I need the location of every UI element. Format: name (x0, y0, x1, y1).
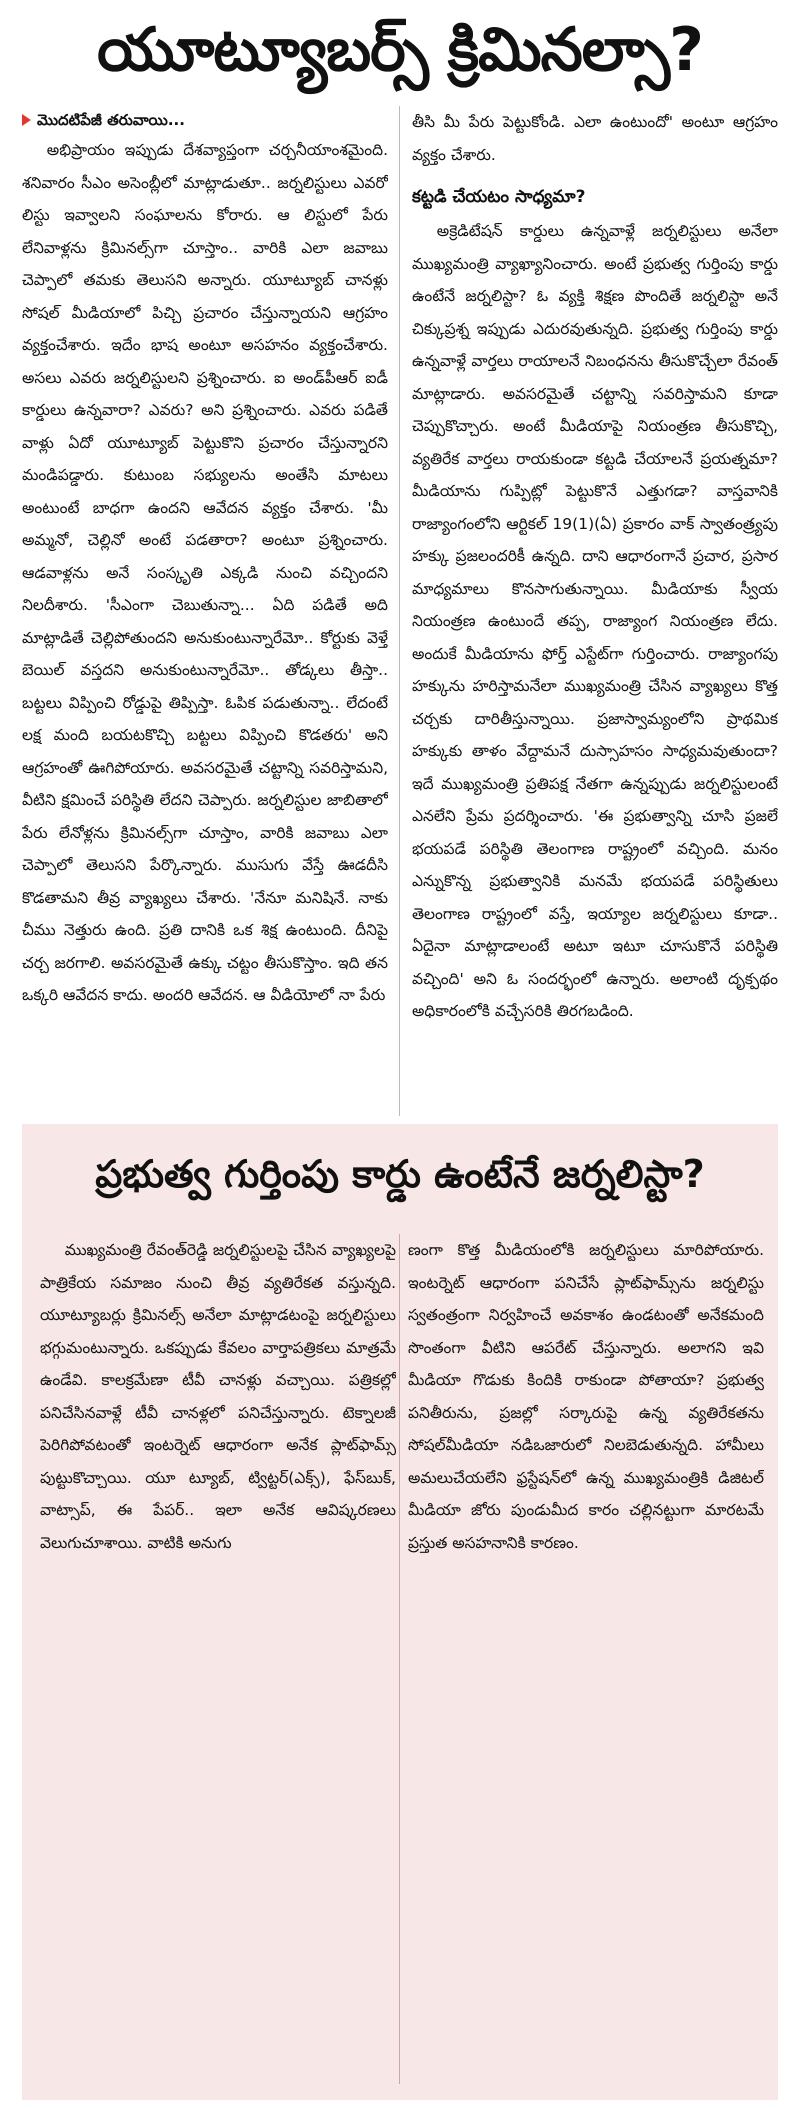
continuation-note (22, 106, 388, 134)
right-column-text: అక్రెడిటేషన్ కార్డులు ఉన్నవాళ్లే జర్నలిస్టులు అనేలా ముఖ్యమంత్రి వ్యాఖ్యానించారు. అంటే ప్రభుత్వ గుర్తింపు కార్డు ఉంటేనే జర్నలిస్టా? ఓ వ్యక్తి శిక్షణ పొందితే జర్నలిస్టా అనే చిక్కుప్రశ్న ఇప్పుడు ఎదురవుతున్నది. ప్రభుత్వ గుర్తింపు కార్డు ఉన్నవాళ్లే వార్తలు రాయాలనే నిబంధనను తీసుకొచ్చేలా రేవంత్ మాట్లాడారు. అవసరమైతే చట్టాన్ని సవరిస్తామని కూడా చెప్పుకొచ్చారు. అంటే మీడియాపై నియంత్రణ తీసుకొచ్చి, వ్యతిరేక వార్తలు రాయకుండా కట్టడి చేయాలనే ప్రయత్నమా? మీడియాను గుప్పిట్లో పెట్టుకొనే ఎత్తుగడా? వాస్తవానికి రాజ్యాంగంలోని ఆర్టికల్ 19(1)(ఏ) ప్రకారం వాక్ స్వాతంత్ర్యపు హక్కు ప్రజలందరికీ ఉన్నది. దాని ఆధారంగానే ప్రచార, ప్రసార మాధ్యమాలు కొనసాగుతున్నాయి. మీడియాకు స్వీయ నియంత్రణ ఉంటుందే తప్ప, రాజ్యాంగ నియంత్రణ లేదు. అందుకే మీడియాను ఫోర్త్ ఎస్టేట్‌గా గుర్తించారు. రాజ్యాంగపు హక్కును హరిస్తామనేలా ముఖ్యమంత్రి చేసిన వ్యాఖ్యలు కొత్త చర్చకు దారితీస్తున్నాయి. ప్రజాస్వామ్యంలోని ప్రాథమిక హక్కుకు తాళం వేద్దామనే దుస్సాహసం సాధ్యమవుతుందా? ఇదే ముఖ్యమంత్రి ప్రతిపక్ష నేతగా ఉన్నప్పుడు జర్నలిస్టులంటే ఎనలేని ప్రేమ ప్రదర్శించారు. 'ఈ ప్రభుత్వాన్ని చూసి ప్రజలే భయపడే పరిస్థితి తెలంగాణ రాష్ట్రంలో వచ్చింది. మనం ఎన్నుకొన్న ప్రభుత్వానికి మనమే భయపడే పరిస్థితులు తెలంగాణ రాష్ట్రంలో వస్తే, ఇయ్యాల జర్నలిస్టులు కూడా.. ఏదైనా మాట్లాడాలంటే అటూ ఇటూ చూసుకొనే పరిస్థితి వచ్చింది' అని ఓ సందర్భంలో ఉన్నారు. అలాంటి దృక్పథం అధికారంలోకి వచ్చేసరికి తిరగబడింది. (412, 222, 778, 1020)
box-title: ప్రభుత్వ గుర్తింపు కార్డు ఉంటేనే జర్నలిస్టా? (95, 1152, 705, 1196)
subheading: కట్టడి చేయటం సాధ్యమా? (412, 187, 586, 207)
box-left-text: ముఖ్యమంత్రి రేవంత్‌రెడ్డి జర్నలిస్టులపై చేసిన వ్యాఖ్యలపై పాత్రికేయ సమాజం నుంచి తీవ్ర వ్యతిరేకత వస్తున్నది. యూట్యూబర్లు క్రిమినల్స్ అనేలా మాట్లాడటంపై జర్నలిస్టులు భగ్గుమంటున్నారు. ఒకప్పుడు కేవలం వార్తాపత్రికలు మాత్రమే ఉండేవి. కాలక్రమేణా టీవీ చానళ్లు వచ్చాయి. పత్రికల్లో పనిచేసినవాళ్లే టీవీ చానళ్లలో పనిచేస్తున్నారు. టెక్నాలజీ పెరిగిపోవటంతో ఇంటర్నెట్ ఆధారంగా అనేక ప్లాట్‌ఫామ్స్ పుట్టుకొచ్చాయి. యూ ట్యూబ్, ట్విట్టర్(ఎక్స్), ఫేస్‌బుక్, వాట్సాప్, ఈ పేపర్.. ఇలా అనేక ఆవిష్కరణలు వెలుగుచూశాయి. వాటికి అనుగు (40, 1241, 396, 1552)
left-column (22, 106, 388, 1116)
right-column (412, 106, 778, 1116)
box-left-column (40, 1234, 396, 2090)
arrow-right-icon (22, 114, 31, 126)
headline: యూట్యూబర్స్ క్రిమినల్సా? (97, 15, 703, 85)
continuation-label: మొదటిపేజీ తరువాయి... (37, 111, 185, 129)
article-columns (22, 106, 778, 1116)
right-column-top-text: తీసి మీ పేరు పెట్టుకోండి. ఎలా ఉంటుందో' అంటూ ఆగ్రహం వ్యక్తం చేశారు. (412, 113, 778, 164)
box-column-divider (399, 1234, 400, 2084)
box-right-text: ణంగా కొత్త మీడియంలోకి జర్నలిస్టులు మారిపోయారు. ఇంటర్నెట్ ఆధారంగా పనిచేసే ప్లాట్‌ఫామ్స్‌ను జర్నలిస్టు స్వతంత్రంగా నిర్వహించే అవకాశం ఉండటంతో అనేకమంది సొంతంగా వీటిని ఆపరేట్ చేస్తున్నారు. అలాగని ఇవి మీడియా గొడుకు కిందికి రాకుండా పోతాయా? ప్రభుత్వ పనితీరును, ప్రజల్లో సర్కారుపై ఉన్న వ్యతిరేకతను సోషల్‌మీడియా నడిఒజారులో నిలబెడుతున్నది. హామీలు అమలుచేయలేని ఫ్రస్టేషన్‌లో ఉన్న ముఖ్యమంత్రికి డిజిటల్ మీడియా జోరు పుండుమీద కారం చల్లినట్టుగా మారటమే ప్రస్తుత అసహనానికి కారణం. (408, 1241, 764, 1552)
column-divider (399, 106, 400, 1116)
left-column-text: అభిప్రాయం ఇప్పుడు దేశవ్యాప్తంగా చర్చనీయాంశమైంది. శనివారం సీఎం అసెంబ్లీలో మాట్లాడుతూ.. జర్నలిస్టులు ఎవరో లిస్టు ఇవ్వాలని సంఘాలను కోరారు. ఆ లిస్టులో పేరు లేనివాళ్లను క్రిమినల్స్‌గా చూస్తాం.. వారికి ఎలా జవాబు చెప్పాలో తమకు తెలుసని అన్నారు. యూట్యూబ్ చానళ్లు సోషల్ మీడియాలో పిచ్చి ప్రచారం చేస్తున్నాయని ఆగ్రహం వ్యక్తంచేశారు. ఇదేం భాష అంటూ అసహనం వ్యక్తంచేశారు. అసలు ఎవరు జర్నలిస్టులని ప్రశ్నించారు. ఐ అండ్‌పీఆర్ ఐడీ కార్డులు ఉన్నవారా? ఎవరు? అని ప్రశ్నించారు. ఎవరు పడితే వాళ్లు ఏదో యూట్యూబ్ పెట్టుకొని ప్రచారం చేస్తున్నారని మండిపడ్డారు. కుటుంబ సభ్యులను అంతేసి మాటలు అంటుంటే బాధగా ఉందని ఆవేదన వ్యక్తం చేశారు. 'మీ అమ్మనో, చెల్లినో అంటే పడతారా? అంటూ ప్రశ్నించారు. ఆడవాళ్లను అనే సంస్కృతి ఎక్కడి నుంచి వచ్చిందని నిలదీశారు. 'సీఎంగా చెబుతున్నా... ఏది పడితే అది మాట్లాడితే చెల్లిపోతుందని అనుకుంటున్నారేమో.. కోర్టుకు వెళ్తే బెయిల్ వస్తదని అనుకుంటున్నారేమో.. తోడ్కలు తీస్తా.. బట్టలు విప్పించి రోడ్డుపై తిప్పిస్తా. ఓపిక పడుతున్నా.. లేదంటే లక్ష మంది బయటకొచ్చి బట్టలు విప్పించి కొడతరు' అని ఆగ్రహంతో ఊగిపోయారు. అవసరమైతే చట్టాన్ని సవరిస్తామని, వీటిని క్షమించే పరిస్థితి లేదని చెప్పారు. జర్నలిస్టుల జాబితాలో పేరు లేనోళ్లను క్రిమినల్స్‌గా చూస్తాం, వారికి జవాబు ఎలా చెప్పాలో తెలుసని పేర్కొన్నారు. ముసుగు వేస్తే ఊడదీసి కొడతామని తీవ్ర వ్యాఖ్యలు చేశారు. 'నేనూ మనిషినే. నాకు చీము నెత్తురు ఉంది. ప్రతి దానికి ఒక శిక్ష ఉంటుంది. దీనిపై చర్చ జరగాలి. అవసరమైతే ఉక్కు చట్టం తీసుకొస్తాం. ఇది తన ఒక్కరి ఆవేదన కాదు. అందరి ఆవేదన. ఆ వీడియోలో నా పేరు (22, 141, 388, 1004)
sidebar-box (22, 1124, 778, 2100)
box-right-column (408, 1234, 764, 2090)
